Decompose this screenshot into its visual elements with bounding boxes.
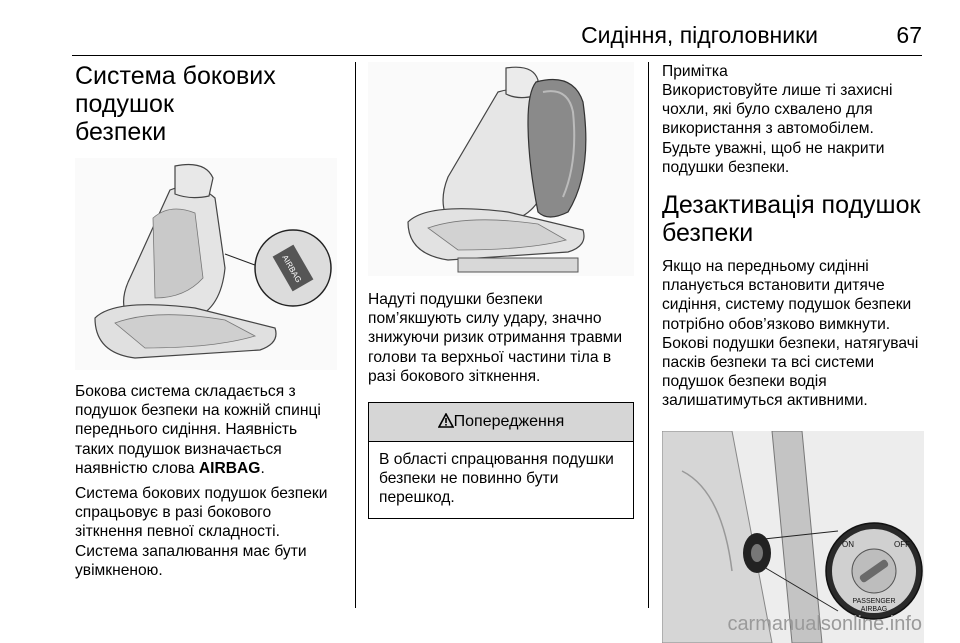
text-line <box>75 459 343 478</box>
text-line: Надуті подушки безпеки <box>368 291 543 308</box>
text-line: пом’якшують силу удару, значно <box>368 310 602 328</box>
column-divider-1 <box>355 62 356 608</box>
page-header <box>0 0 960 58</box>
heading-line: Система бокових подушок <box>75 62 276 118</box>
warning-body <box>369 442 633 518</box>
watermark: carmanualsonline.info <box>727 613 922 635</box>
heading-line: безпеки <box>75 118 167 146</box>
note-block <box>662 62 928 177</box>
text-line: Бокова система складається з <box>75 383 296 400</box>
column-2 <box>368 62 634 519</box>
text-line: подушок безпеки водія <box>662 373 827 391</box>
text-line: планується встановити дитяче <box>662 277 885 295</box>
text-line: таких подушок визначається <box>75 440 282 458</box>
inflated-airbag-illustration <box>368 62 634 276</box>
text-line: знижуючи ризик отримання травми <box>368 329 623 347</box>
header-title: Сидіння, підголовники <box>581 22 818 48</box>
heading-line: безпеки <box>662 219 754 248</box>
switch-passenger-label: PASSENGER <box>852 597 896 605</box>
section-heading-deactivation <box>662 191 928 247</box>
paragraph-activation <box>75 484 343 580</box>
text-line: подушки безпеки. <box>662 158 790 176</box>
text-line: чохли, які було схвалено для <box>662 101 873 119</box>
heading-line: Дезактивація подушок <box>662 191 921 220</box>
paragraph-description <box>75 382 343 478</box>
warning-header <box>369 403 633 442</box>
section-heading-side-airbags <box>75 62 343 146</box>
text-line: перешкод. <box>379 489 455 507</box>
text-line: разі бокового зіткнення. <box>368 367 541 385</box>
text-line: використання з автомобілем. <box>662 120 874 138</box>
paragraph-deactivation <box>662 257 928 411</box>
text-line: Якщо на передньому сидінні <box>662 258 869 276</box>
note-title: Примітка <box>662 63 728 80</box>
airbag-key-switch-illustration <box>662 431 924 643</box>
text-line: Система бокових подушок безпеки <box>75 485 328 503</box>
text-run: . <box>260 459 265 477</box>
page-number: 67 <box>896 22 922 48</box>
switch-airbag-label: AIRBAG <box>860 605 888 613</box>
warning-triangle-icon <box>438 413 454 428</box>
text-line: увімкненою. <box>75 561 163 579</box>
text-line: Система запалювання має бути <box>75 542 307 560</box>
text-line: подушок безпеки на кожній спинці <box>75 402 321 420</box>
text-line: залишатимуться активними. <box>662 392 868 410</box>
text-line: безпеки не повинно бути <box>379 470 559 488</box>
warning-box <box>368 402 634 519</box>
text-line: Бокові подушки безпеки, натягувачі <box>662 334 919 352</box>
airbag-tag-label: AIRBAG <box>280 253 304 285</box>
header-rule <box>72 55 922 56</box>
airbag-keyword: AIRBAG <box>198 459 261 477</box>
text-line: голови та верхньої частини тіла в <box>368 348 612 366</box>
text-line: переднього сидіння. Наявність <box>75 421 298 439</box>
switch-on-label: ON <box>842 539 854 549</box>
text-run: наявністю слова <box>75 459 199 477</box>
column-divider-2 <box>648 62 649 608</box>
column-3 <box>662 62 928 643</box>
text-line: спрацьовує в разі бокового <box>75 504 272 522</box>
paragraph-inflated <box>368 290 634 386</box>
text-line: Використовуйте лише ті захисні <box>662 82 893 99</box>
seat-airbag-label-illustration <box>75 158 337 370</box>
switch-off-label: OFF <box>894 539 910 549</box>
column-1 <box>75 62 343 580</box>
text-line: Будьте уважні, щоб не накрити <box>662 139 885 157</box>
warning-title: Попередження <box>453 413 565 431</box>
text-line: зіткнення певної складності. <box>75 523 280 541</box>
text-line: пасків безпеки та всі системи <box>662 354 875 372</box>
text-line: сидіння, систему подушок безпеки <box>662 296 912 314</box>
text-line: потрібно обов’язково вимкнути. <box>662 315 891 333</box>
text-line: В області спрацювання подушки <box>379 451 614 469</box>
